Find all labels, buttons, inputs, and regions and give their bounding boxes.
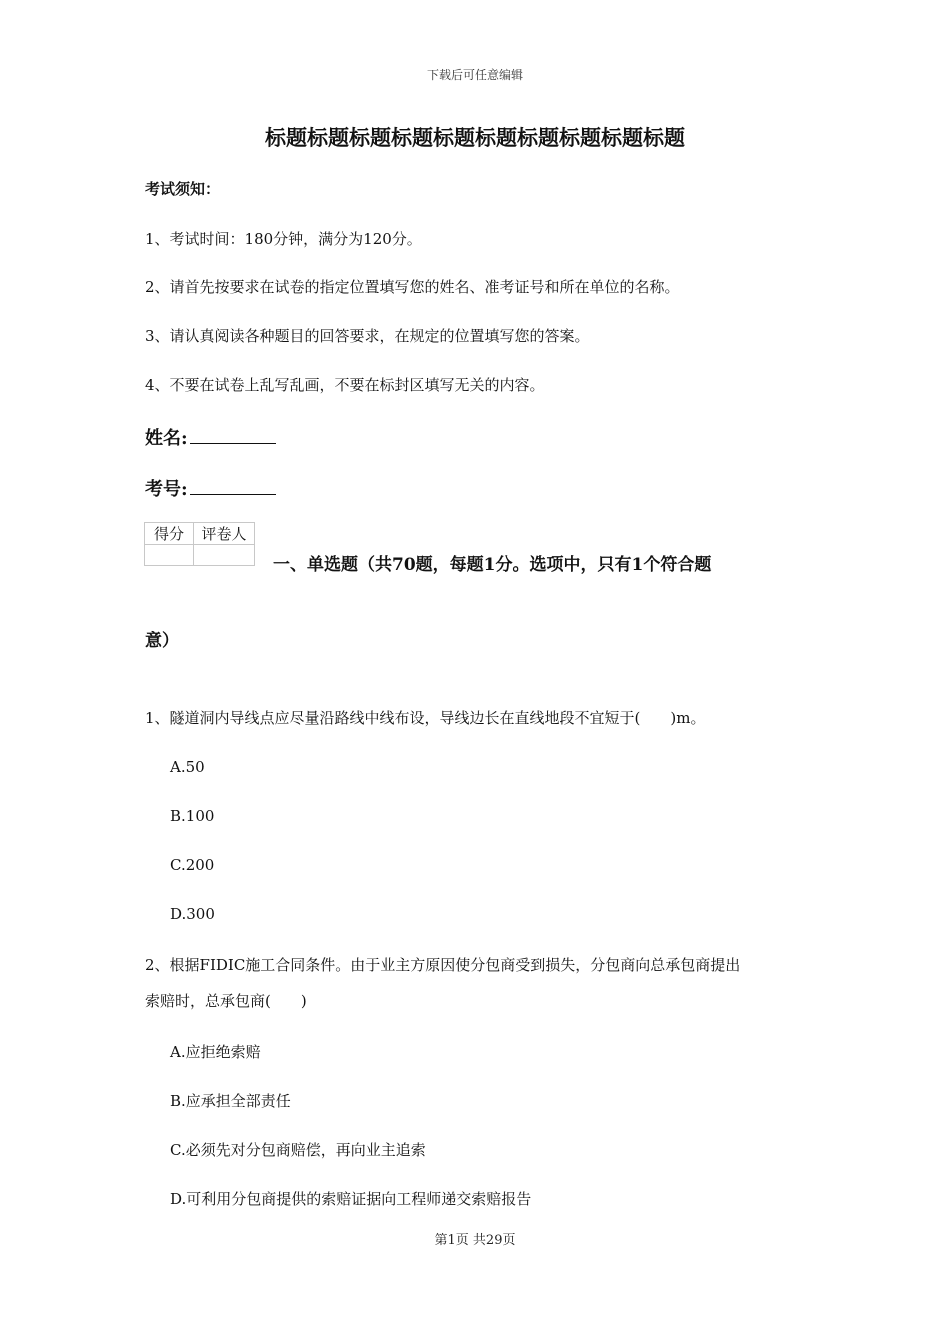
document-title: 标题标题标题标题标题标题标题标题标题标题 [265, 125, 685, 150]
name-blank[interactable] [190, 425, 276, 444]
question-option: C.必须先对分包商赔偿，再向业主追索 [170, 1141, 426, 1159]
score-table [144, 522, 255, 566]
question-option: D.可利用分包商提供的索赔证据向工程师递交索赔报告 [170, 1190, 532, 1208]
notice-item: 1、考试时间：180分钟，满分为120分。 [145, 230, 422, 248]
name-field [145, 424, 276, 450]
question-stem: 2、根据FIDIC施工合同条件。由于业主方原因使分包商受到损失，分包商向总承包商提出 [145, 956, 741, 974]
question-option: B.100 [170, 807, 215, 825]
question-option: C.200 [170, 856, 215, 874]
question-stem-continued: 索赔时，总承包商( ) [145, 992, 307, 1010]
notice-heading: 考试须知： [145, 180, 221, 198]
section-title: 一、单选题（共70题，每题1分。选项中，只有1个符合题 [273, 555, 712, 575]
score-cell[interactable] [145, 545, 194, 566]
exam-number-label: 考号: [145, 479, 188, 500]
question-option: A.应拒绝索赔 [170, 1043, 261, 1061]
grader-cell[interactable] [194, 545, 255, 566]
question-option: B.应承担全部责任 [170, 1092, 291, 1110]
question-stem: 1、隧道洞内导线点应尽量沿路线中线布设，导线边长在直线地段不宜短于( )m。 [145, 709, 706, 727]
score-header: 得分 [145, 523, 194, 545]
page-footer: 第1页 共29页 [434, 1233, 516, 1248]
name-label: 姓名: [145, 428, 188, 449]
question-option: A.50 [170, 758, 205, 776]
exam-number-blank[interactable] [190, 476, 276, 495]
section-title-continued: 意） [145, 631, 179, 651]
header-note: 下载后可任意编辑 [426, 68, 523, 82]
notice-item: 3、请认真阅读各种题目的回答要求，在规定的位置填写您的答案。 [145, 327, 590, 345]
grader-header: 评卷人 [194, 523, 255, 545]
question-option: D.300 [170, 905, 215, 923]
notice-item: 4、不要在试卷上乱写乱画，不要在标封区填写无关的内容。 [145, 376, 545, 394]
notice-item: 2、请首先按要求在试卷的指定位置填写您的姓名、准考证号和所在单位的名称。 [145, 278, 680, 296]
exam-number-field [145, 475, 276, 501]
